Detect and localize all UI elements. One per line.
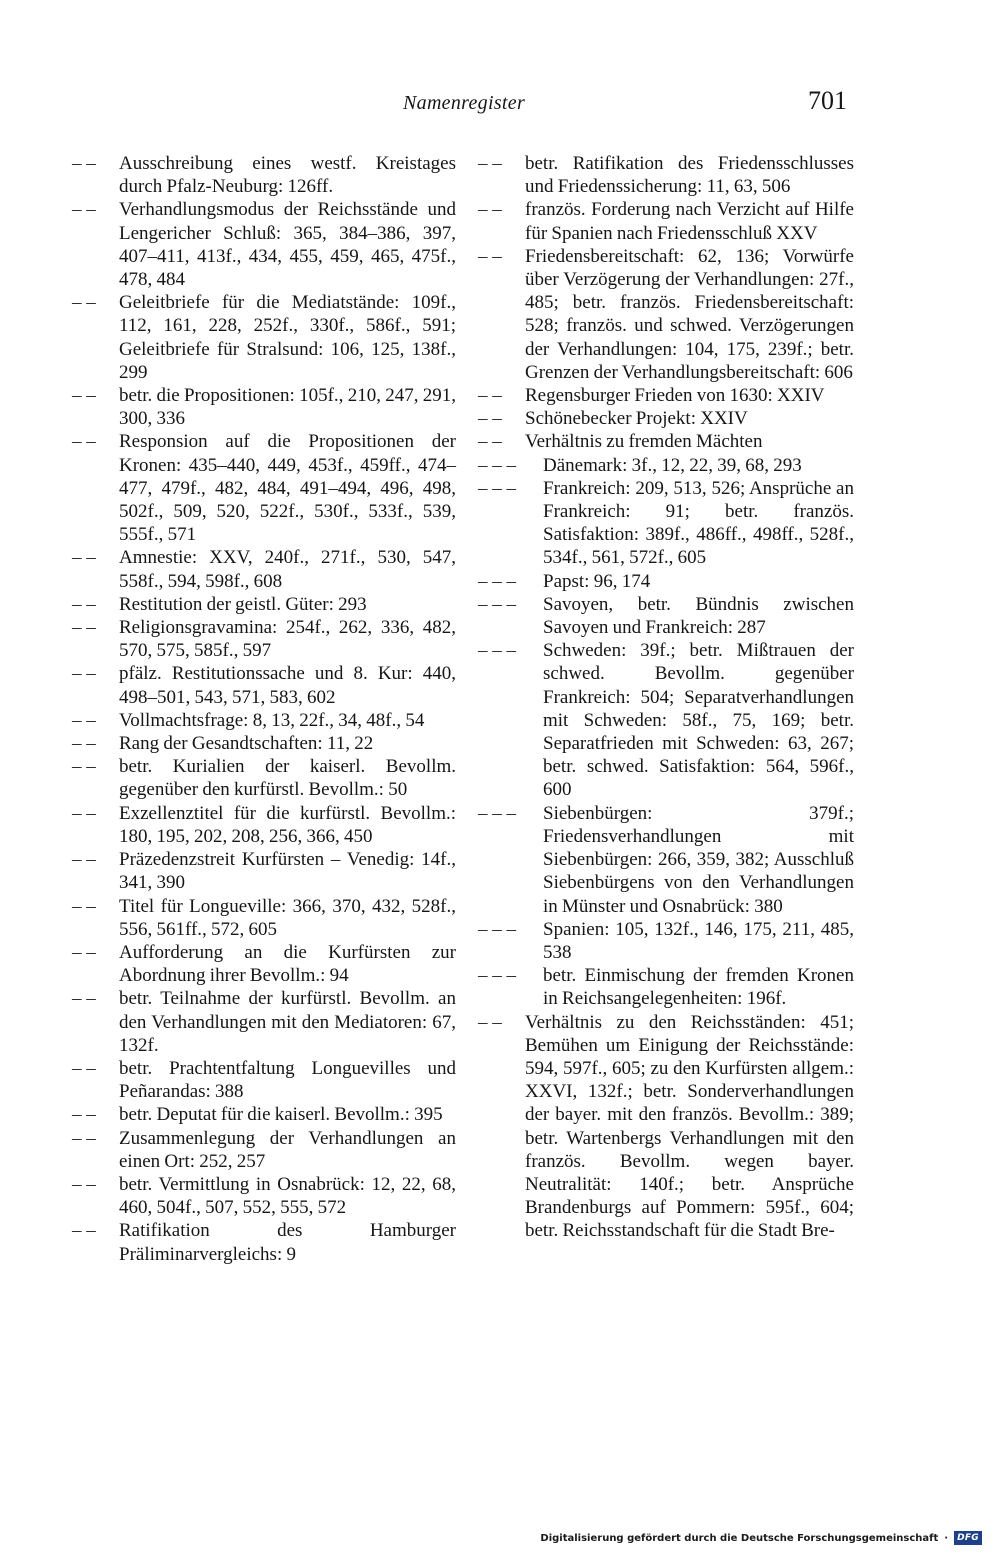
entry-dash: – – [478, 245, 502, 267]
index-entry [72, 546, 456, 592]
index-entry [478, 477, 854, 570]
entry-dash: – – [72, 1127, 96, 1149]
entry-dash: – – [72, 292, 96, 314]
entry-dash: – – [72, 385, 96, 407]
index-entry [478, 802, 854, 918]
index-entry [478, 407, 854, 430]
entry-text: Zusammenlegung der Verhandlungen an einen Ort: 252, 257 [119, 1127, 456, 1172]
entry-dash: – – – [478, 802, 516, 824]
entry-text: Religionsgravamina: 254f., 262, 336, 482, 570, 575, 585f., 597 [119, 617, 456, 662]
page-header [0, 86, 1000, 126]
dfg-logo-icon: DFG [954, 1531, 982, 1545]
index-entry [72, 709, 456, 732]
index-entry [72, 1103, 456, 1126]
entry-dash: – – [72, 941, 96, 963]
entry-dash: – – [478, 153, 502, 174]
entry-text: betr. die Propositionen: 105f., 210, 247, 291, 300, 336 [119, 385, 456, 430]
entry-text: Regensburger Frieden von 1630: XXIV [525, 385, 825, 407]
index-entry [72, 895, 456, 941]
index-entry [72, 1173, 456, 1219]
credit-text: Digitalisierung gefördert durch die Deutsche Forschungsgemeinschaft [540, 1532, 939, 1544]
index-entry [478, 593, 854, 639]
entry-text: Papst: 96, 174 [543, 570, 651, 592]
entry-text: Restitution der geistl. Güter: 293 [119, 593, 367, 615]
entry-dash: – – [72, 802, 96, 824]
index-entry [72, 987, 456, 1057]
entry-dash: – – [72, 431, 96, 453]
entry-text: betr. Vermittlung in Osnabrück: 12, 22, 68, 460, 504f., 507, 552, 555, 572 [119, 1173, 456, 1219]
entry-dash: – – – [478, 570, 516, 592]
credit-separator: · [944, 1532, 949, 1544]
index-column-right [478, 152, 854, 1243]
index-entry [72, 941, 456, 987]
entry-text: betr. Kurialien der kaiserl. Bevollm. gegenüber den kurfürstl. Bevollm.: 50 [119, 756, 456, 801]
entry-dash: – – [72, 153, 96, 174]
page-number: 701 [808, 86, 847, 115]
entry-text: Schweden: 39f.; betr. Mißtrauen der schwed. Bevollm. gegenüber Frankreich: 504; Separatverhandlungen mit Schweden: 58f., 75, 169; betr. Separatfrieden mit Schweden: 63, 267; betr. schwed. Satisfaktion: 564, 596f., 600 [543, 640, 854, 801]
index-entry [72, 662, 456, 708]
entry-dash: – – [478, 1011, 502, 1033]
index-entry [478, 918, 854, 964]
index-entry [72, 848, 456, 894]
entry-dash: – – [478, 408, 502, 430]
index-entry [72, 198, 456, 291]
running-title: Namenregister [403, 92, 526, 114]
index-entry [478, 570, 854, 593]
entry-text: Dänemark: 3f., 12, 22, 39, 68, 293 [543, 454, 802, 476]
entry-text: Rang der Gesandtschaften: 11, 22 [119, 733, 374, 755]
index-entry [478, 198, 854, 244]
index-entry [72, 430, 456, 546]
entry-dash: – – [72, 1173, 96, 1195]
index-entry [478, 454, 854, 477]
index-entry [478, 1011, 854, 1243]
index-entry [72, 384, 456, 430]
index-entry [72, 616, 456, 662]
index-entry [478, 245, 854, 384]
entry-dash: – – – [478, 477, 516, 499]
index-column-left [72, 152, 456, 1266]
entry-text: betr. Teilnahme der kurfürstl. Bevollm. an den Verhandlungen mit den Mediatoren: 67, 132f. [119, 988, 456, 1056]
index-entry [478, 639, 854, 801]
entry-dash: – – [478, 431, 502, 453]
entry-dash: – – – [478, 454, 516, 476]
entry-text: Spanien: 105, 132f., 146, 175, 211, 485, 538 [543, 918, 854, 963]
entry-dash: – – [72, 988, 96, 1010]
entry-text: Verhältnis zu den Reichsständen: 451; Bemühen um Einigung der Reichsstände: 594, 597f., 605; zu den Kurfürsten allgem.: XXVI, 132f.; betr. Sonderverhandlungen der bayer. mit den französ. Bevollm.: 389; betr. Wartenbergs Verhandlungen mit den französ. Bevollm. wegen bayer. Neutralität: 140f.; betr. Ansprüche Brandenburgs auf Pommern: 595f., 604; betr. Reichsstandschaft für die Stadt Bre- [525, 1011, 854, 1242]
entry-dash: – – [72, 199, 96, 221]
entry-dash: – – [478, 199, 502, 221]
entry-dash: – – [72, 1104, 96, 1126]
entry-dash: – – – [478, 593, 516, 615]
entry-dash: – – [72, 1057, 96, 1079]
entry-text: Frankreich: 209, 513, 526; Ansprüche an Frankreich: 91; betr. französ. Satisfaktion: 389f., 486ff., 498ff., 528f., 534f., 561, 572f., 605 [543, 477, 854, 569]
entry-text: Schönebecker Projekt: XXIV [525, 408, 748, 430]
index-entry [72, 593, 456, 616]
entry-text: Geleitbriefe für die Mediatstände: 109f., 112, 161, 228, 252f., 330f., 586f., 591; Geleitbriefe für Stralsund: 106, 125, 138f., 299 [119, 292, 456, 383]
index-entry [72, 291, 456, 384]
index-entry [72, 802, 456, 848]
entry-text: Vollmachtsfrage: 8, 13, 22f., 34, 48f., 54 [119, 709, 425, 731]
entry-text: Ratifikation des Hamburger Präliminarvergleichs: 9 [119, 1220, 456, 1265]
index-entry [72, 732, 456, 755]
entry-dash: – – [72, 733, 96, 755]
index-entry [478, 964, 854, 1010]
digitization-credit [540, 1530, 982, 1546]
entry-text: betr. Prachtentfaltung Longuevilles und Peñarandas: 388 [119, 1057, 456, 1103]
entry-text: Friedensbereitschaft: 62, 136; Vorwürfe über Verzögerung der Verhandlungen: 27f., 485; betr. französ. Friedensbereitschaft: 528; französ. und schwed. Verzögerungen der Verhandlungen: 104, 175, 239f.; betr. Grenzen der Verhandlungsbereitschaft: 606 [525, 245, 854, 383]
entry-dash: – – [72, 709, 96, 731]
entry-dash: – – [72, 593, 96, 615]
entry-text: Exzellenztitel für die kurfürstl. Bevollm.: 180, 195, 202, 208, 256, 366, 450 [119, 802, 456, 847]
entry-text: Savoyen, betr. Bündnis zwischen Savoyen und Frankreich: 287 [543, 593, 854, 639]
entry-dash: – – [72, 895, 96, 917]
entry-text: betr. Deputat für die kaiserl. Bevollm.: 395 [119, 1104, 443, 1126]
entry-dash: – – [478, 385, 502, 407]
entry-text: Siebenbürgen: 379f.; Friedensverhandlungen mit Siebenbürgen: 266, 359, 382; Ausschluß Siebenbürgens von den Verhandlungen in Münster und Osnabrück: 380 [543, 802, 854, 917]
index-entry [72, 1127, 456, 1173]
entry-text: Titel für Longueville: 366, 370, 432, 528f., 556, 561ff., 572, 605 [119, 895, 456, 940]
index-entry [72, 1219, 456, 1265]
entry-dash: – – – [478, 640, 516, 662]
entry-text: pfälz. Restitutionssache und 8. Kur: 440, 498–501, 543, 571, 583, 602 [119, 663, 456, 708]
entry-dash: – – [72, 756, 96, 778]
entry-text: Responsion auf die Propositionen der Kronen: 435–440, 449, 453f., 459ff., 474–477, 479f., 482, 484, 491–494, 496, 498, 502f., 509, 520, 522f., 530f., 533f., 539, 555f., 571 [119, 431, 456, 546]
index-entry [72, 755, 456, 801]
index-entry [72, 152, 456, 198]
entry-text: Verhältnis zu fremden Mächten [525, 431, 763, 453]
entry-text: französ. Forderung nach Verzicht auf Hilfe für Spanien nach Friedensschluß XXV [525, 199, 854, 244]
entry-dash: – – – [478, 965, 516, 987]
entry-dash: – – [72, 1220, 96, 1242]
index-entry [478, 384, 854, 407]
entry-text: betr. Ratifikation des Friedensschlusses und Friedenssicherung: 11, 63, 506 [525, 153, 854, 198]
entry-text: Aufforderung an die Kurfürsten zur Abordnung ihrer Bevollm.: 94 [119, 941, 456, 987]
entry-dash: – – – [478, 918, 516, 940]
index-entry [72, 1057, 456, 1103]
entry-dash: – – [72, 663, 96, 685]
entry-text: Ausschreibung eines westf. Kreistages durch Pfalz-Neuburg: 126ff. [119, 153, 456, 198]
entry-dash: – – [72, 617, 96, 639]
entry-text: Amnestie: XXV, 240f., 271f., 530, 547, 558f., 594, 598f., 608 [119, 547, 456, 592]
index-entry [478, 152, 854, 198]
entry-dash: – – [72, 849, 96, 871]
entry-text: Präzedenzstreit Kurfürsten – Venedig: 14f., 341, 390 [119, 849, 456, 894]
entry-text: betr. Einmischung der fremden Kronen in Reichsangelegenheiten: 196f. [543, 965, 854, 1010]
entry-dash: – – [72, 547, 96, 569]
entry-text: Verhandlungsmodus der Reichsstände und Lengericher Schluß: 365, 384–386, 397, 407–411, 413f., 434, 455, 459, 465, 475f., 478, 484 [119, 199, 456, 291]
index-entry [478, 430, 854, 453]
